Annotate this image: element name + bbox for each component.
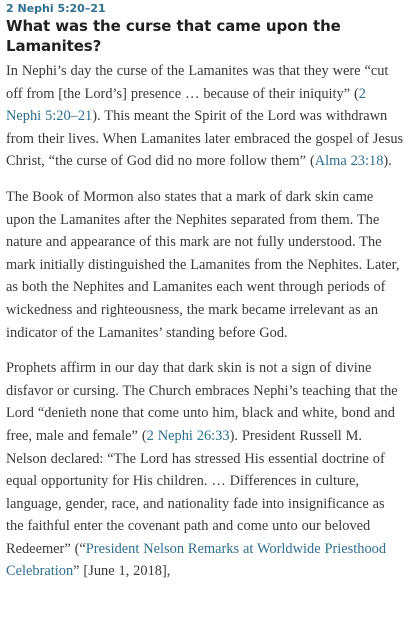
answer-paragraph-1 — [6, 60, 405, 173]
answer-paragraph-3 — [6, 357, 405, 583]
paragraph-text: ). President Russell M. Nelson declared: “The Lord has stressed His essential doctrine of equal opportunity for His children. … Differences in culture, language, gender, race, and nationality fade into insignificance as the faithful enter the covenant path and come unto our beloved Redeemer” (“ — [6, 427, 385, 557]
article-link-president-nelson-remarks[interactable]: President Nelson Remarks at Worldwide Priesthood Celebration — [6, 540, 387, 580]
paragraph-text: In Nephi’s day the curse of the Lamanites was that they were “cut off from [the Lord’s] presence … because of their iniquity” ( — [6, 63, 389, 102]
scripture-link-alma-23-18[interactable]: Alma 23:18 — [314, 153, 384, 170]
paragraph-text: ). This meant the Spirit of the Lord was withdrawn from their lives. When Lamanites later embraced the gospel of Jesus Christ, “the curse of God did no more follow them” ( — [6, 108, 404, 170]
paragraph-text: ” [June 1, 2018], — [73, 563, 171, 580]
scripture-link-2-nephi-5-20-21[interactable]: 2 Nephi 5:20–21 — [6, 85, 366, 125]
paragraph-text: Prophets affirm in our day that dark skin is not a sign of divine disfavor or cursing. The Church embraces Nephi’s teaching that the Lord “denieth none that come unto him, black and white, bond and free, male and female” ( — [6, 360, 398, 444]
answer-paragraph-2: The Book of Mormon also states that a mark of dark skin came upon the Lamanites after the Nephites separated from them. The nature and appearance of this mark are not fully understood. The mark initially distinguished the Lamanites from the Nephites. Later, as both the Nephites and Lamanites each went through periods of wickedness and righteousness, the mark became irrelevant as an indicator of the Lamanites’ standing before God. — [6, 188, 400, 341]
question-heading: What was the curse that came upon the Lamanites? — [6, 17, 341, 55]
paragraph-text: ). — [383, 153, 392, 170]
scripture-link-2-nephi-26-33[interactable]: 2 Nephi 26:33 — [146, 427, 230, 444]
scripture-reference-link[interactable]: 2 Nephi 5:20–21 — [6, 2, 106, 15]
